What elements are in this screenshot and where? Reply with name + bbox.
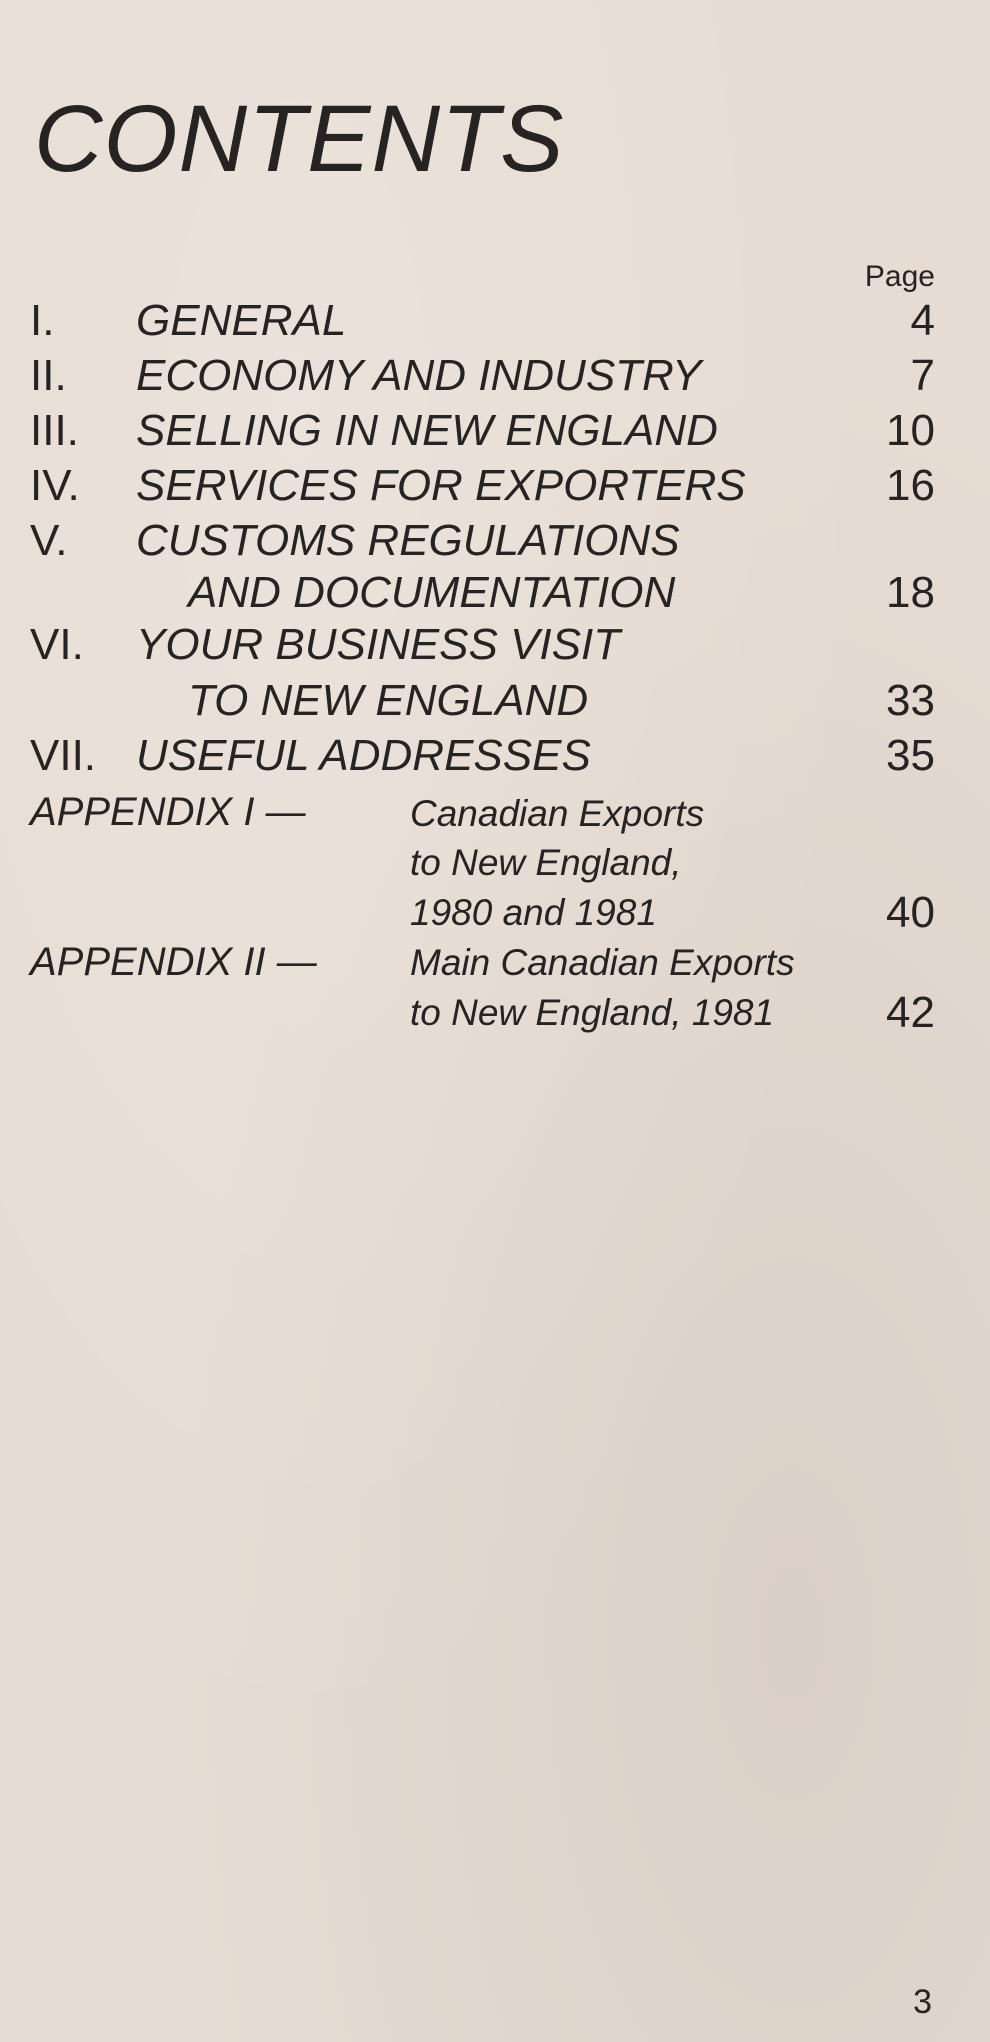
toc-entry[interactable] bbox=[0, 459, 990, 513]
entry-number: IV. bbox=[30, 461, 80, 510]
entry-title: SERVICES FOR EXPORTERS bbox=[136, 461, 746, 510]
entry-title: CUSTOMS REGULATIONS bbox=[136, 516, 680, 565]
toc-entry[interactable] bbox=[0, 349, 990, 403]
entry-title: GENERAL bbox=[136, 296, 347, 345]
entry-page: 33 bbox=[886, 676, 935, 725]
entry-page: 10 bbox=[886, 406, 935, 455]
appendix-description-line: to New England, 1981 bbox=[410, 992, 775, 1033]
entry-number: II. bbox=[30, 351, 67, 400]
entry-title: USEFUL ADDRESSES bbox=[136, 731, 591, 780]
entry-title: SELLING IN NEW ENGLAND bbox=[136, 406, 718, 455]
toc-entry[interactable] bbox=[0, 294, 990, 348]
toc-entry[interactable] bbox=[0, 618, 990, 672]
entry-number: VI. bbox=[30, 620, 84, 669]
page-title: CONTENTS bbox=[34, 86, 565, 192]
entry-title: YOUR BUSINESS VISIT bbox=[136, 620, 621, 669]
appendix-description-line: Main Canadian Exports bbox=[410, 942, 795, 983]
entry-page: 42 bbox=[886, 988, 935, 1037]
appendix-description-line: 1980 and 1981 bbox=[410, 892, 657, 933]
appendix-entry[interactable] bbox=[0, 886, 990, 940]
toc-entry[interactable] bbox=[0, 514, 990, 568]
entry-number: I. bbox=[30, 296, 55, 345]
page-number: 3 bbox=[913, 1983, 932, 2021]
entry-page: 40 bbox=[886, 888, 935, 937]
appendix-label: APPENDIX II — bbox=[30, 940, 317, 984]
entry-page: 16 bbox=[886, 461, 935, 510]
entry-number: V. bbox=[30, 516, 68, 565]
entry-number: VII. bbox=[30, 731, 97, 780]
entry-title: ECONOMY AND INDUSTRY bbox=[136, 351, 702, 400]
entry-page: 7 bbox=[910, 351, 935, 400]
entry-title-line-2: AND DOCUMENTATION bbox=[188, 568, 676, 617]
appendix-label: APPENDIX I — bbox=[30, 790, 306, 834]
entry-page: 18 bbox=[886, 568, 935, 617]
toc-entry-continuation[interactable] bbox=[0, 674, 990, 728]
appendix-description-line: Canadian Exports bbox=[410, 793, 705, 834]
entry-page: 4 bbox=[910, 296, 935, 345]
toc-entry[interactable] bbox=[0, 729, 990, 783]
appendix-entry[interactable] bbox=[0, 986, 990, 1040]
toc-entry-continuation[interactable] bbox=[0, 566, 990, 620]
entry-number: III. bbox=[30, 406, 79, 455]
appendix-description-line: to New England, bbox=[410, 842, 682, 883]
toc-entry[interactable] bbox=[0, 404, 990, 458]
entry-page: 35 bbox=[886, 731, 935, 780]
entry-title-line-2: TO NEW ENGLAND bbox=[188, 676, 589, 725]
page-column-label: Page bbox=[864, 260, 935, 293]
